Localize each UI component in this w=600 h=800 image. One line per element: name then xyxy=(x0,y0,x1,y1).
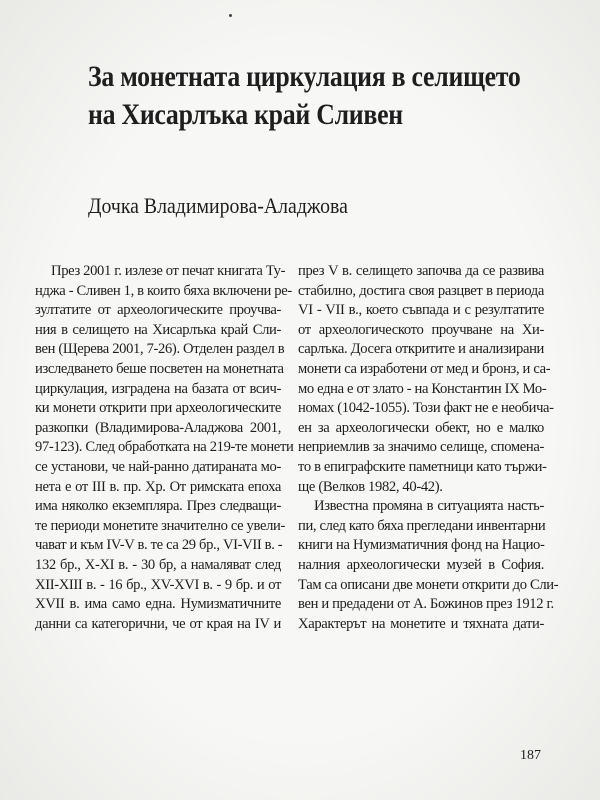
scan-speck xyxy=(229,14,232,17)
text-line: вен (Щерева 2001, 7-26). Отделен раздел в xyxy=(35,341,285,358)
text-line: има няколко екземпляра. През следващи- xyxy=(35,498,281,515)
title-line: За монетната циркулация в селището xyxy=(88,60,521,93)
text-line: ще (Велков 1982, 40-42). xyxy=(298,478,443,495)
text-line: ки монети открити при археологическите xyxy=(35,400,281,417)
text-line: пи, след като бяха прегледани инвентарни xyxy=(298,517,546,534)
text-line: циркулация, изградена на базата от всич- xyxy=(35,380,281,397)
article-title xyxy=(88,58,521,134)
text-line: налния археологически музей в София. xyxy=(298,556,544,573)
text-line: През 2001 г. излезе от печат книгата Ту- xyxy=(51,263,286,279)
text-line: през V в. селището започва да се развива xyxy=(298,263,544,279)
text-line: разкопки (Владимирова-Аладжова 2001, xyxy=(35,419,281,436)
text-line: ен за археологически обект, но е малко xyxy=(298,419,544,436)
text-line: мо една е от злато - на Константин IX Мо- xyxy=(298,380,547,397)
text-line: сарлъка. Досега откритите и анализирани xyxy=(298,341,544,358)
text-line: зултатите от археологическите проучва- xyxy=(35,302,281,319)
text-line: книги на Нумизматичния фонд на Нацио- xyxy=(298,537,545,554)
text-line: от археологическото проучване на Хи- xyxy=(298,321,544,338)
text-line: чават и към IV-V в. те са 29 бр., VI-VII в. - xyxy=(35,537,283,554)
text-line: то в епиграфските паметници като тържи- xyxy=(298,458,547,475)
title-line: на Хисарлъка край Сливен xyxy=(88,98,403,131)
page-number: 187 xyxy=(520,748,541,763)
author-name: Дочка Владимирова-Аладжова xyxy=(88,193,348,218)
text-line: данни са категорични, че от края на IV и xyxy=(35,615,281,632)
text-line: 97-123). След обработката на 219-те монети xyxy=(35,439,294,456)
text-line: стабилно, достига своя разцвет в периода xyxy=(298,282,544,299)
text-line: монети са изработени от мед и бронз, и са- xyxy=(298,360,551,377)
text-line: Характерът на монетите и тяхната дати- xyxy=(298,615,544,632)
text-line: неприемлив за значимо селище, спомена- xyxy=(298,439,544,456)
left-column xyxy=(35,262,294,634)
text-line: нета е от III в. пр. Хр. От римската епоха xyxy=(35,478,281,495)
text-line: XVII в. има само една. Нумизматичните xyxy=(35,596,281,613)
text-line: VI - VII в., което съвпада и с резултатите xyxy=(298,302,544,319)
right-column xyxy=(298,262,559,634)
text-line: нджа - Сливен 1, в които бяха включени ре- xyxy=(35,282,292,299)
text-line: Там са описани две монети открити до Сли- xyxy=(298,576,559,593)
text-line: те периоди монетите значително се увели- xyxy=(35,517,285,534)
text-line: вен и предадени от А. Божинов през 1912 г. xyxy=(298,596,554,613)
text-line: 132 бр., X-XI в. - 30 бр, а намаляват след xyxy=(35,556,281,573)
text-line: Известна промяна в ситуацията насть- xyxy=(314,498,544,515)
text-line: XII-XIII в. - 16 бр., XV-XVI в. - 9 бр. и от xyxy=(35,576,281,593)
text-line: номах (1042-1055). Този факт не е необича- xyxy=(298,400,554,417)
text-line: изследването беше посветен на монетната xyxy=(35,360,284,377)
text-line: се установи, че най-ранно датираната мо- xyxy=(35,458,281,475)
text-line: ния в селището на Хисарлъка край Сли- xyxy=(35,321,281,338)
